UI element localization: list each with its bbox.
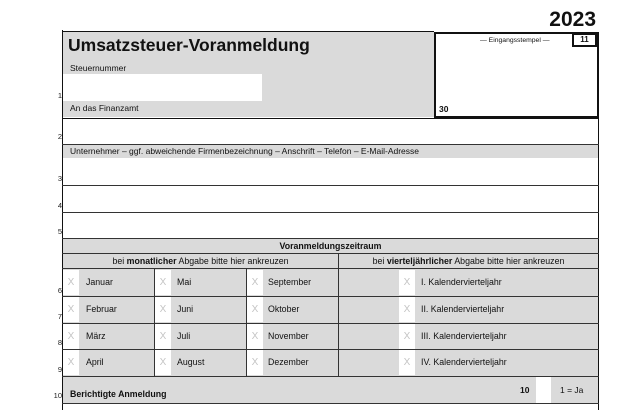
- checkbox-oktober[interactable]: X: [247, 297, 263, 322]
- box-number-11: 11: [572, 33, 597, 47]
- row-number-8: 8: [57, 338, 62, 347]
- row-number-10: 10: [53, 391, 62, 400]
- instruction-line: [62, 268, 599, 269]
- field-line-3[interactable]: [63, 159, 598, 185]
- period-top-line: [62, 238, 599, 239]
- field-line-5[interactable]: [63, 213, 598, 238]
- form-year: 2023: [549, 8, 596, 31]
- row-number-7: 7: [57, 312, 62, 321]
- row-number-1: 1: [57, 91, 62, 100]
- month-dezember: Dezember: [268, 357, 309, 367]
- row-number-2: 2: [57, 132, 62, 141]
- corrected-filing-label: Berichtigte Anmeldung: [70, 389, 167, 399]
- checkbox-november[interactable]: X: [247, 324, 263, 349]
- corrected-value-label: 1 = Ja: [560, 385, 584, 395]
- month-oktober: Oktober: [268, 304, 300, 314]
- checkbox-mai[interactable]: X: [155, 270, 171, 295]
- row-number-6: 6: [57, 286, 62, 295]
- quarter-4-label: IV. Kalendervierteljahr: [421, 357, 507, 367]
- checkbox-september[interactable]: X: [247, 270, 263, 295]
- field-10-label: 10: [520, 385, 530, 395]
- monthly-pre: bei: [112, 256, 127, 266]
- month-maerz: März: [86, 331, 106, 341]
- quarter-3-label: III. Kalendervierteljahr: [421, 331, 507, 341]
- row-number-9: 9: [57, 365, 62, 374]
- monthly-post: Abgabe bitte hier ankreuzen: [176, 256, 289, 266]
- month-august: August: [177, 357, 205, 367]
- month-mai: Mai: [177, 277, 192, 287]
- checkbox-juni[interactable]: X: [155, 297, 171, 322]
- field-line-2[interactable]: [63, 119, 598, 144]
- quarterly-pre: bei: [372, 256, 387, 266]
- checkbox-januar[interactable]: X: [63, 270, 79, 295]
- period-heading-line: [62, 253, 599, 254]
- row-2-bottom-line: [62, 144, 599, 145]
- quarter-1-label: I. Kalendervierteljahr: [421, 277, 502, 287]
- checkbox-quarter-3[interactable]: X: [399, 324, 415, 349]
- quarter-2-label: II. Kalendervierteljahr: [421, 304, 505, 314]
- month-juni: Juni: [177, 304, 194, 314]
- month-november: November: [268, 331, 309, 341]
- tax-number-field[interactable]: [63, 74, 262, 101]
- checkbox-februar[interactable]: X: [63, 297, 79, 322]
- checkbox-quarter-1[interactable]: X: [399, 270, 415, 295]
- month-januar: Januar: [86, 277, 113, 287]
- row-number-4: 4: [57, 201, 62, 210]
- row-number-3: 3: [57, 174, 62, 183]
- month-september: September: [268, 277, 312, 287]
- receipt-stamp-label: — Eingangsstempel —: [480, 37, 550, 44]
- row-number-5: 5: [57, 227, 62, 236]
- form-right-border: [598, 118, 599, 410]
- checkbox-maerz[interactable]: X: [63, 324, 79, 349]
- checkbox-quarter-4[interactable]: X: [399, 350, 415, 375]
- form-title: Umsatzsteuer-Voranmeldung: [68, 35, 310, 55]
- month-april: April: [86, 357, 104, 367]
- corrected-bottom-line: [62, 403, 599, 404]
- field-line-4[interactable]: [63, 186, 598, 212]
- tax-office-label: An das Finanzamt: [70, 103, 139, 113]
- period-row-line: [62, 349, 599, 350]
- monthly-instruction: [63, 256, 338, 266]
- checkbox-dezember[interactable]: X: [247, 350, 263, 375]
- checkbox-juli[interactable]: X: [155, 324, 171, 349]
- period-row-line: [62, 323, 599, 324]
- month-juli: Juli: [177, 331, 191, 341]
- period-heading: Voranmeldungszeitraum: [279, 241, 382, 251]
- checkbox-april[interactable]: X: [63, 350, 79, 375]
- period-split-line: [338, 253, 339, 376]
- quarterly-post: Abgabe bitte hier ankreuzen: [452, 256, 565, 266]
- checkbox-august[interactable]: X: [155, 350, 171, 375]
- monthly-bold: monatlicher: [126, 256, 177, 266]
- tax-number-label: Steuernummer: [70, 63, 127, 73]
- month-februar: Februar: [86, 304, 117, 314]
- corrected-filing-input[interactable]: [536, 377, 551, 403]
- checkbox-quarter-2[interactable]: X: [399, 297, 415, 322]
- entrepreneur-label: Unternehmer – ggf. abweichende Firmenbezeichnung – Anschrift – Telefon – E-Mail-Adresse: [70, 146, 420, 156]
- quarterly-bold: vierteljährlicher: [386, 256, 453, 266]
- form-top-border: [62, 31, 434, 32]
- quarterly-instruction: [339, 256, 598, 266]
- field-30-label: 30: [439, 104, 449, 114]
- period-row-line: [62, 296, 599, 297]
